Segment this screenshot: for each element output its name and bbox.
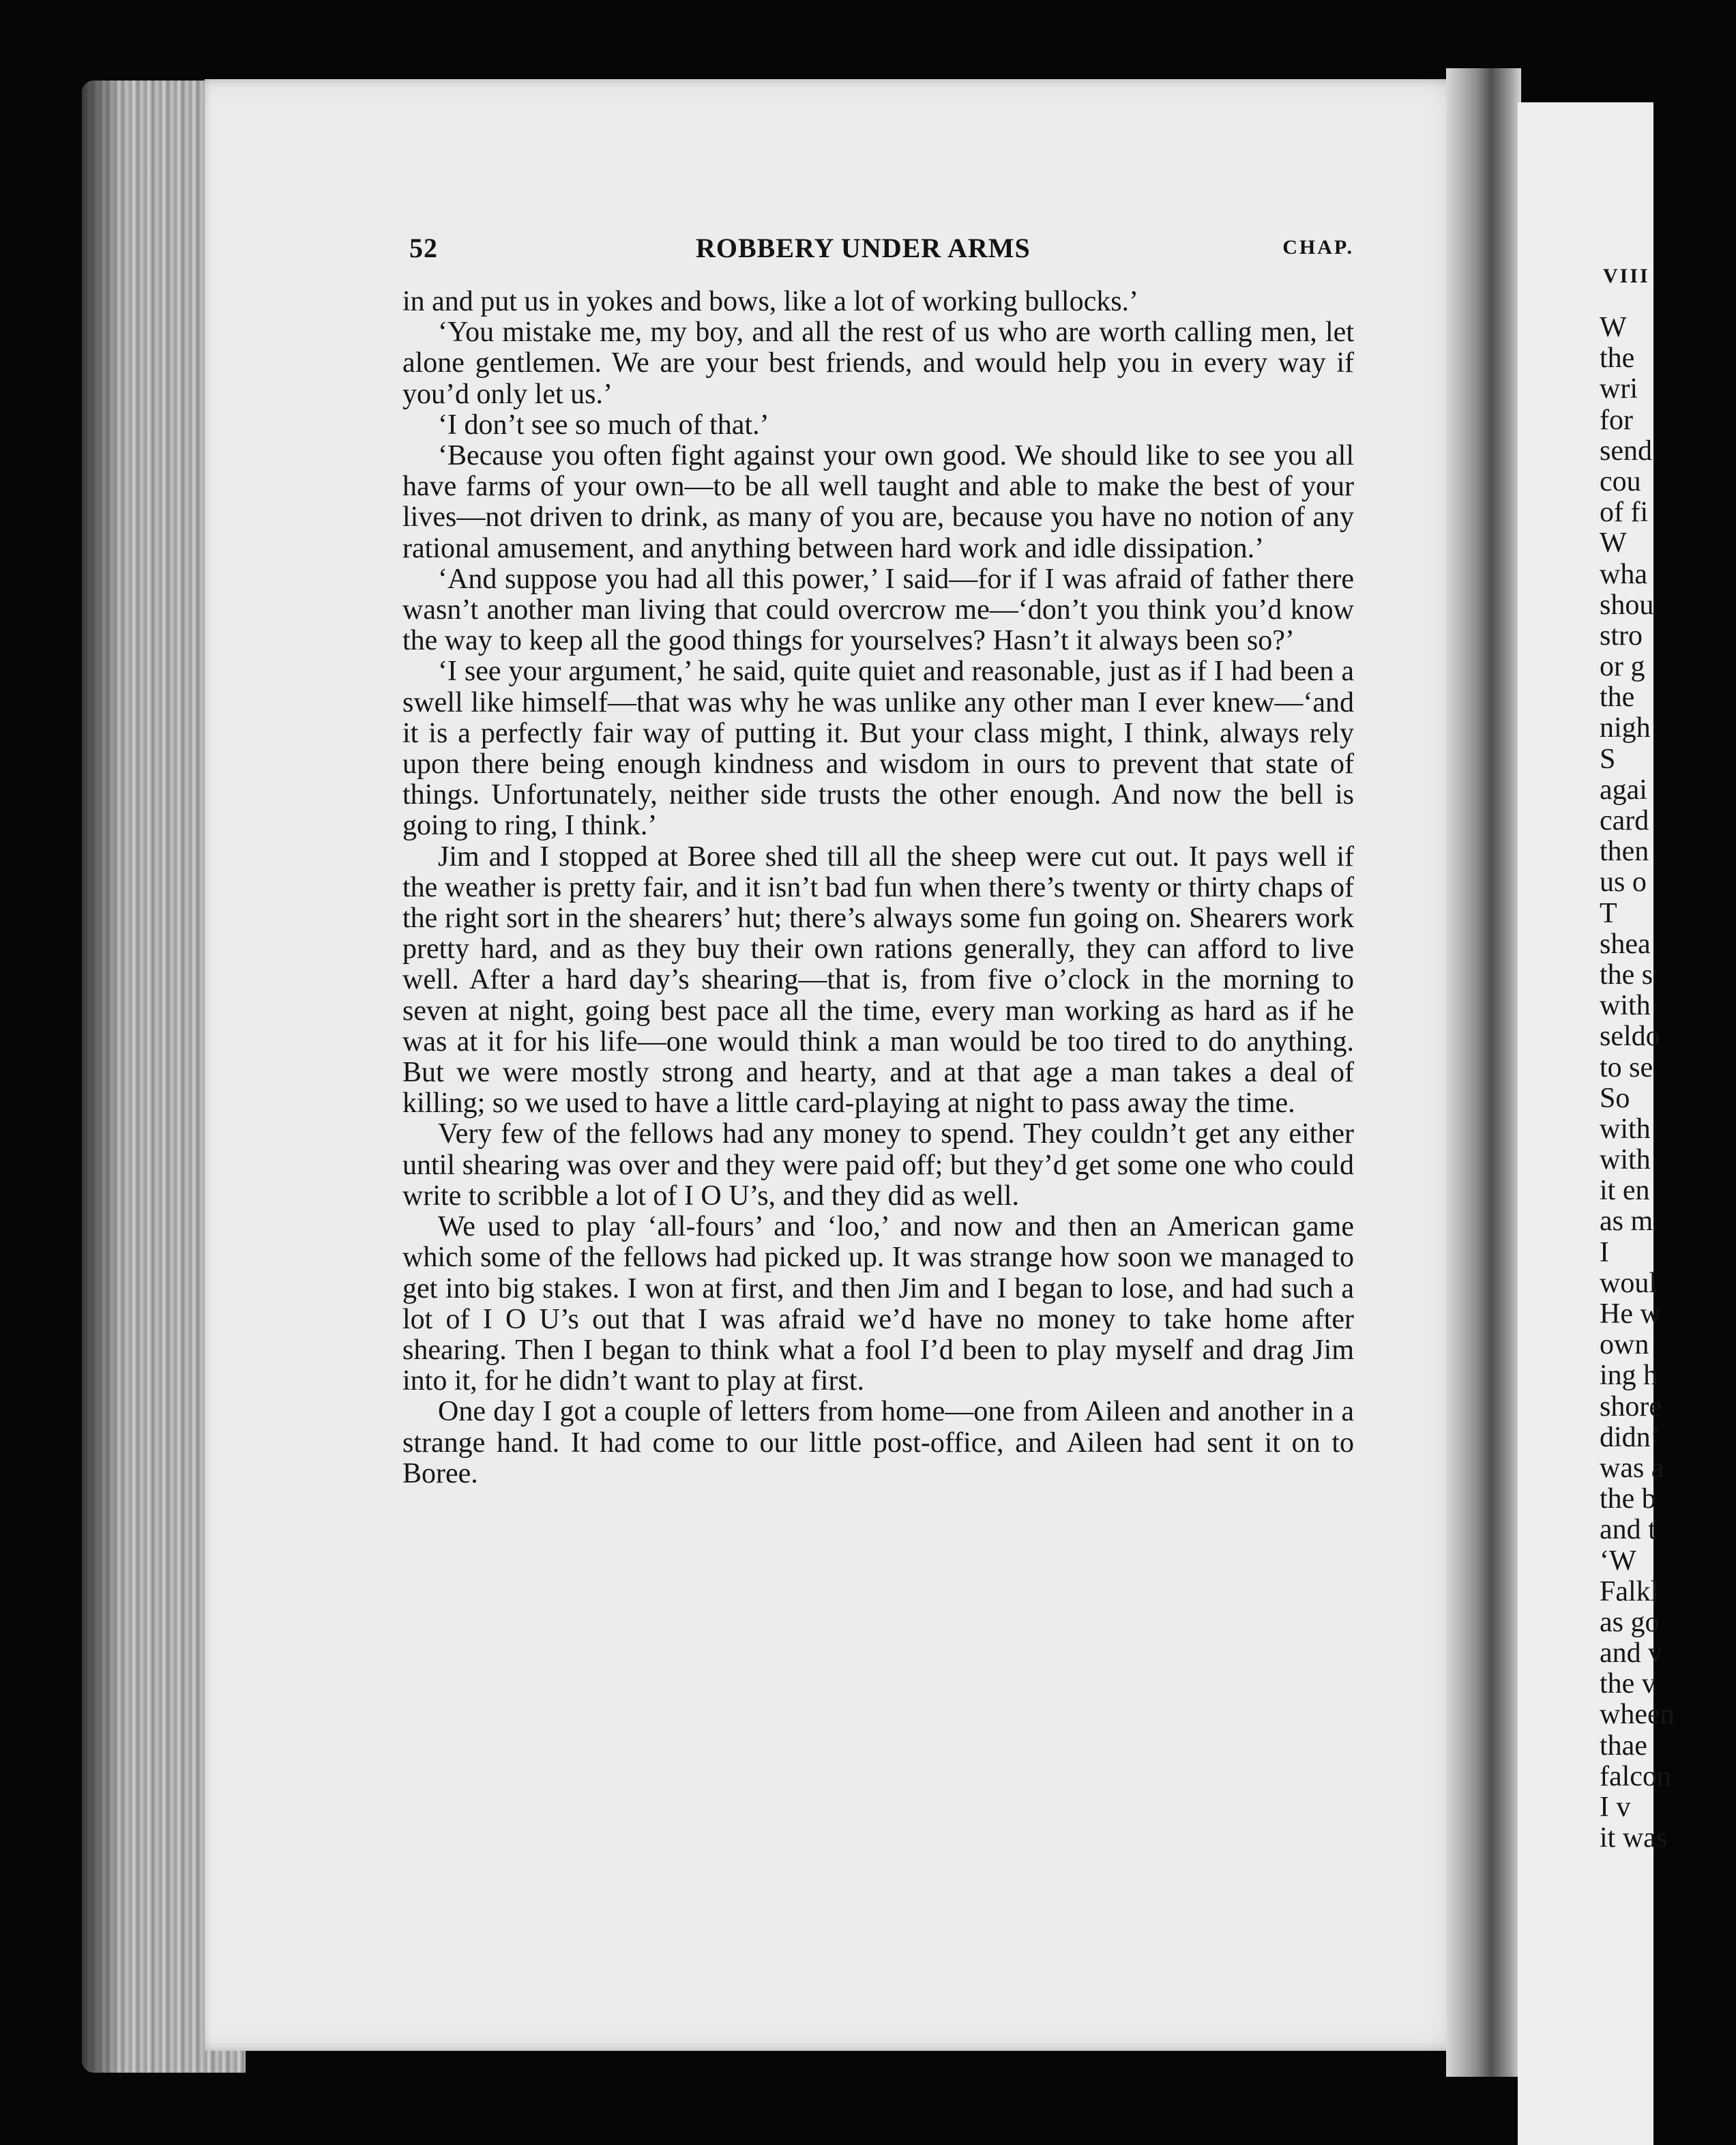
right-page-line: wheen <box>1600 1699 1675 1731</box>
body-text <box>402 287 1354 1489</box>
page-edges-shadow <box>82 81 123 2073</box>
right-page-line: W <box>1600 527 1627 559</box>
right-page-line: T <box>1600 897 1617 929</box>
right-page-line: S <box>1600 743 1616 775</box>
right-page-line: for <box>1600 404 1633 436</box>
paragraph: ‘And suppose you had all this power,’ I said—for if I was afraid of father there wasn’t another man living that could overcrow me—‘don’t you think you’d know the way to keep all the good things for yourselves? Hasn’t it always been so?’ <box>402 563 1354 657</box>
paragraph: One day I got a couple of letters from home—one from Aileen and another in a strange hand. It had come to our little post-office, and Aileen had sent it on to Boree. <box>402 1396 1354 1489</box>
paragraph: We used to play ‘all-fours’ and ‘loo,’ and now and then an American game which some of the fellows had picked up. It was strange how soon we managed to get into big stakes. I won at first, and then Jim and I began to lose, and had such a lot of I O U’s out that I was afraid we’d have no money to take home after shearing. Then I began to think what a fool I’d been to play myself and drag Jim into it, for he didn’t want to play at first. <box>402 1211 1354 1397</box>
running-head <box>409 232 1354 273</box>
paragraph: ‘You mistake me, my boy, and all the rest of us who are worth calling men, let alone gentlemen. We are your best friends, and would help you in every way if you’d only let us.’ <box>402 317 1354 410</box>
right-page-line: as go <box>1600 1606 1660 1638</box>
right-page-line: cou <box>1600 465 1641 497</box>
right-page-line: it was <box>1600 1822 1668 1854</box>
right-page-line: So <box>1600 1082 1630 1114</box>
book-gutter <box>1446 68 1521 2077</box>
right-page-line: the v <box>1600 1668 1656 1700</box>
right-page-line: as m <box>1600 1206 1653 1238</box>
right-page-line: send <box>1600 435 1652 467</box>
right-page-line: nigh <box>1600 712 1651 744</box>
paragraph: in and put us in yokes and bows, like a lot of working bullocks.’ <box>402 286 1139 317</box>
right-page-line: thae <box>1600 1730 1647 1762</box>
paragraph: ‘Because you often fight against your own good. We should like to see you all have farms of your own—to be all well taught and able to make the best of your lives—not driven to drink, as many of you are, because you have no notion of any rational amusement, and anything between hard work and idle dissipation.’ <box>402 440 1354 564</box>
right-page-line: with <box>1600 1144 1651 1176</box>
right-page-line: it en <box>1600 1175 1650 1207</box>
right-page-line: with <box>1600 990 1651 1022</box>
right-page-line: ‘W <box>1600 1545 1636 1577</box>
right-page-line: W <box>1600 312 1627 343</box>
right-page-line: the s <box>1600 959 1653 991</box>
right-page-line: then <box>1600 836 1649 868</box>
right-page-line: agai <box>1600 774 1647 806</box>
right-page-line: Falkl <box>1600 1575 1659 1607</box>
right-page-line: ing h <box>1600 1360 1658 1392</box>
right-page-line: falcon <box>1600 1760 1671 1792</box>
paragraph: Jim and I stopped at Boree shed till all the sheep were cut out. It pays well if the weather is pretty fair, and it isn’t bad fun when there’s twenty or thirty chaps of the right sort in the shearers’ hut; there’s always some fun going on. Shearers work pretty hard, and as they buy their own rations generally, they can afford to live well. After a hard day’s shearing—that is, from five o’clock in the morning to seven at night, going best pace all the time, every man working as hard as if he was at it for his life—one would think a man would be too tired to do anything. But we were mostly strong and hearty, and at that age a man takes a deal of killing; so we used to have a little card-playing at night to pass away the time. <box>402 841 1354 1120</box>
page-number: 52 <box>409 233 438 263</box>
chapter-label: CHAP. <box>1282 236 1354 259</box>
right-page-line: to se <box>1600 1051 1653 1083</box>
right-page-chapter-numeral: VIII <box>1603 265 1650 287</box>
right-page-line: shea <box>1600 928 1651 960</box>
right-page-line: shore <box>1600 1390 1662 1422</box>
paragraph: ‘I don’t see so much of that.’ <box>438 409 769 441</box>
right-page-line: I <box>1600 1236 1609 1268</box>
right-page-line: own <box>1600 1329 1649 1361</box>
paragraph: ‘I see your argument,’ he said, quite quiet and reasonable, just as if I had been a swell like himself—that was why he was unlike any other man I ever knew—‘and it is a perfectly fair way of putting it. But your class might, I think, always rely upon there being enough kindness and wisdom in ours to prevent that state of things. Unfortunately, neither side trusts the other enough. And now the bell is going to ring, I think.’ <box>402 656 1354 842</box>
right-page-line: of fi <box>1600 497 1649 529</box>
right-page-line: us o <box>1600 866 1647 899</box>
right-page-line: I v <box>1600 1792 1631 1823</box>
right-page-line: or g <box>1600 651 1645 683</box>
right-page <box>1518 102 1675 2145</box>
paragraph: Very few of the fellows had any money to spend. They couldn’t get any either until shearing was over and they were paid off; but they’d get some one who could write to scribble a lot of I O U’s, and they did as well. <box>402 1118 1354 1212</box>
right-page-line: didn’ <box>1600 1421 1660 1453</box>
right-page-line: wha <box>1600 558 1647 590</box>
right-page-line: was a <box>1600 1452 1664 1484</box>
right-page-line-fragments <box>1600 312 1736 1854</box>
right-page-line: and v <box>1600 1637 1663 1669</box>
right-page-line: the <box>1600 342 1635 375</box>
right-page-line: woul <box>1600 1267 1657 1299</box>
right-page-line: stro <box>1600 619 1643 652</box>
running-title: ROBBERY UNDER ARMS <box>696 233 1031 263</box>
right-page-line: the <box>1600 682 1635 714</box>
right-page-line: wri <box>1600 373 1638 405</box>
right-page-line: with <box>1600 1113 1651 1145</box>
right-page-line: card <box>1600 805 1649 836</box>
right-page-line: He w <box>1600 1298 1661 1330</box>
right-page-line: shou <box>1600 589 1654 621</box>
right-page-line: the b <box>1600 1483 1656 1515</box>
right-page-line: and t <box>1600 1514 1656 1546</box>
right-page-line: seldo <box>1600 1021 1660 1053</box>
